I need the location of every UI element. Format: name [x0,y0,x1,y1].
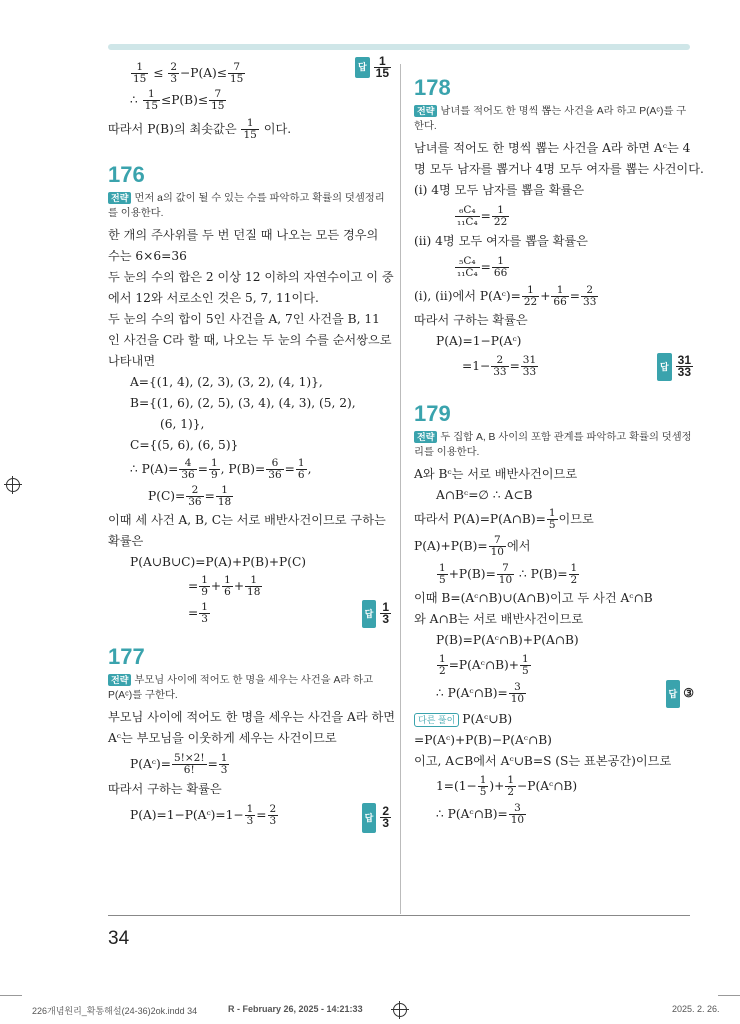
strategy-178: 전략 남녀를 적어도 한 명씩 뽑는 사건을 A라 하고 P(Aᶜ)를 구한다. [414,106,687,132]
fraction-numerator: ₆C₄ [455,205,480,217]
right-column [414,74,704,828]
fraction-denominator: 33 [493,366,507,378]
fraction-numerator: 1 [245,575,262,587]
fraction-numerator: 31 [522,354,537,366]
fraction [492,256,509,279]
fraction [228,62,245,85]
fraction [551,285,568,308]
set-a: A={(1, 4), (2, 3), (3, 2), (4, 1)}, [130,375,323,389]
fraction [143,89,160,112]
fraction-denominator: 5 [548,519,556,531]
fraction-denominator: ₁₁C₄ [457,267,478,279]
registration-mark-icon [6,478,20,492]
fraction-denominator: 18 [217,496,232,508]
result-179: ∴ P(Aᶜ∩B)= $\frac{3}{10}$ 답 ③ [414,679,694,707]
fraction-numerator: 1 [201,601,208,613]
fraction-denominator: 15 [144,100,159,112]
fraction [380,602,391,625]
text-line: 부모님 사이에 적어도 한 명을 세우는 사건을 A라 하면 [108,710,396,724]
fraction-denominator: 36 [188,496,202,508]
fraction-numerator: 1 [143,89,160,101]
fraction [509,803,526,826]
text-line: 남녀를 적어도 한 명씩 뽑는 사건을 A라 하면 Aᶜ는 4 [414,141,691,155]
fraction [522,285,539,308]
fraction-denominator: 33 [677,365,691,380]
fraction-numerator: 2 [170,61,178,73]
fraction-denominator: 5 [479,786,487,798]
fraction [172,753,207,776]
fraction-numerator: 1 [216,485,233,497]
alt-solution-2: =P(Aᶜ)+P(B)−P(Aᶜ∩B) [414,733,552,747]
fraction-numerator: 1 [570,562,578,574]
fraction-numerator: 1 [246,803,254,815]
text-line: 한 개의 주사위를 두 번 던질 때 나오는 모든 경우의 [108,228,379,242]
fraction [521,355,538,378]
fraction-denominator: ₁₁C₄ [457,216,478,228]
fraction [209,89,226,112]
text-line: 따라서 구하는 확률은 [108,782,222,796]
fraction-denominator: 36 [268,469,282,481]
fraction [268,804,279,827]
ineq-line-2: ∴ $\frac{1}{15}$ ≤P(B)≤ $\frac{7}{15}$ [130,88,225,112]
fraction [245,575,262,598]
problem-number-176: 176 [108,162,145,187]
fraction-numerator: 7 [228,62,245,74]
left-column [108,54,396,831]
fraction-numerator: 1 [439,562,446,574]
fraction-denominator: 2 [439,665,446,677]
fraction-numerator: 5!×2! [173,752,205,764]
registration-mark-icon [393,1003,407,1017]
fraction [509,682,526,705]
text-line: (i) 4명 모두 남자를 뽑을 확률은 [414,183,585,197]
text-line: A와 Bᶜ는 서로 배반사건이므로 [414,467,578,481]
fraction [216,485,233,508]
fraction-numerator: 1 [382,600,389,615]
top-color-bar [108,44,690,50]
fraction-numerator: 3 [509,803,526,815]
prob-ac: P(Aᶜ)= $\frac{5!\times 2!}{6!}$ = $\frac{1}{3}$ [130,752,228,776]
fraction [296,458,307,481]
fraction-numerator: 1 [507,774,515,786]
fraction [131,62,148,85]
fraction [380,806,391,829]
alt-solution-1: 다른 풀이 P(Aᶜ∪B) [414,709,694,730]
fraction-numerator: 4 [179,458,196,470]
fraction-numerator: 2 [581,285,598,297]
fraction-numerator: 1 [374,56,391,68]
fraction [676,355,693,378]
fraction-numerator: 6 [266,458,283,470]
answer-176: 답 $\frac{1}{3}$ [362,599,392,628]
fraction-numerator: 2 [269,803,277,815]
fraction-denominator: 3 [269,815,277,827]
fraction [437,563,448,586]
fraction [569,563,580,586]
problem-number-177: 177 [108,644,145,669]
alt-solution-3: 이고, A⊂B에서 Aᶜ∪B=S (S는 표본공간)이므로 [414,754,672,768]
sum-line: = $\frac{1}{9}$ + $\frac{1}{6}$ + $\frac{1}{18}$ [188,574,261,598]
fraction-denominator: 15 [133,73,147,85]
footer-date: 2025. 2. 26. [672,1004,720,1014]
fraction-denominator: 9 [210,469,218,481]
fraction [186,485,203,508]
pb-decomp: P(B)=P(Aᶜ∩B)+P(A∩B) [436,633,579,647]
fraction-denominator: 3 [382,816,389,831]
fraction-denominator: 3 [246,815,254,827]
text-line: 수는 6×6=36 [108,249,187,263]
fraction-denominator: 6 [297,469,305,481]
fraction [581,285,598,308]
fraction-denominator: 15 [229,73,244,85]
fraction [199,575,210,598]
bottom-rule [108,915,690,916]
fraction-denominator: 9 [201,586,208,598]
fraction-denominator: 22 [523,296,538,308]
page-number: 34 [108,928,130,949]
half-eq: $\frac{1}{2}$ =P(Aᶜ∩B)+ $\frac{1}{5}$ [439,653,529,677]
fraction [520,654,531,677]
prob-a-b: ∴ P(A)= $\frac{4}{36}$ = $\frac{1}{9}$ , P(B)= $\frac{6}{36}$ = $\frac{1}{6}$ , [130,457,312,481]
fraction-denominator: 2 [570,574,578,586]
fraction-numerator: 1 [224,574,231,586]
text-line: 두 눈의 수의 합은 2 이상 12 이하의 자연수이고 이 중 [108,270,394,284]
fraction-numerator: 1 [439,653,446,665]
alt-solution-4: 1=(1− $\frac{1}{5}$ )+ $\frac{1}{2}$ −P(Aᶜ∩B) [436,774,578,798]
fraction [437,654,448,677]
fraction-denominator: 22 [493,216,508,228]
union-formula: P(A∪B∪C)=P(A)+P(B)+P(C) [130,555,307,569]
fraction [179,458,196,481]
fraction-denominator: 3 [382,612,389,627]
footer-file: 226개념원리_확통해설(24-36)2ok.indd 34 [32,1006,198,1016]
set-c: C={(5, 6), (6, 5)} [130,438,239,452]
text-line: 나타내면 [108,354,156,368]
fraction-denominator: 10 [510,693,525,705]
footer-stamp: R - February 26, 2025 - 14:21:33 [228,1004,363,1014]
fraction-denominator: 10 [498,574,513,586]
fraction-denominator: 10 [510,814,525,826]
fraction-numerator: 1 [551,285,568,297]
fraction [492,205,509,228]
fraction-numerator: 2 [186,485,203,497]
solution-175-tail [108,54,392,141]
fraction-numerator: 7 [497,563,514,575]
fraction-numerator: 1 [548,507,556,519]
fraction [455,205,480,228]
fraction-denominator: 6! [183,764,195,776]
fraction-denominator: 33 [522,366,537,378]
ineq-line-1: $\frac{1}{15}$ ≤ $\frac{2}{3}$ −P(A)≤ $\frac{7}{15}$ [133,61,244,85]
pa-result: =1− $\frac{2}{33}$ = $\frac{31}{33}$ 답 $\frac{31}{33}$ [414,352,694,380]
final-prob: P(A)=1−P(Aᶜ)=1− $\frac{1}{3}$ = $\frac{2}{3}$ 답 $\frac{2}{3}$ [108,800,392,830]
fraction-numerator: 1 [522,285,539,297]
fraction-numerator: 1 [220,752,228,764]
fraction-numerator: 1 [492,205,509,217]
fraction-denominator: 6 [224,586,231,598]
set-b-cont: (6, 1)}, [160,417,205,431]
pa-line: P(A)=1−P(Aᶜ) [436,334,522,348]
fraction-denominator: 10 [490,546,504,558]
text-line: 에서 12와 서로소인 것은 5, 7, 11이다. [108,291,319,305]
fraction-denominator: 3 [170,73,178,85]
fraction-numerator: 3 [509,682,526,694]
problem-number-179: 179 [414,401,451,426]
fraction-denominator: 66 [553,296,567,308]
strategy-179: 전략 두 집합 A, B 사이의 포함 관계를 파악하고 확률의 덧셈정리를 이용한다. [414,432,692,458]
result-line: = $\frac{1}{3}$ 답 $\frac{1}{3}$ [108,599,392,627]
fraction [245,804,256,827]
fraction-denominator: 15 [243,129,257,141]
text-line: A∩Bᶜ=∅ ∴ A⊂B [436,488,533,502]
fraction-numerator: 7 [489,535,506,547]
alt-solution-5: ∴ P(Aᶜ∩B)= $\frac{3}{10}$ [436,802,525,826]
fraction-denominator: 36 [181,469,195,481]
crop-mark [718,995,740,996]
answer-178: 답 $\frac{31}{33}$ [657,352,694,381]
text-line: 인 사건을 C라 할 때, 나오는 두 눈의 수를 순서쌍으로 [108,333,392,347]
text-line: Aᶜ는 부모님을 이웃하게 세우는 사건이므로 [108,731,337,745]
pa-eq: 따라서 P(A)=P(A∩B)= $\frac{1}{5}$ 이므로 [414,507,594,531]
text-line: 이때 B=(Aᶜ∩B)∪(A∩B)이고 두 사건 Aᶜ∩B [414,591,653,605]
crop-mark [0,995,22,996]
fraction-denominator: 5 [439,574,446,586]
fraction [209,458,220,481]
fraction-numerator: 1 [241,118,258,130]
text-line: 와 A∩B는 서로 배반사건이므로 [414,612,584,626]
fraction-denominator: 5 [522,665,529,677]
answer-175: 답 $\frac{1}{15}$ [355,56,392,79]
text-line: 이때 세 사건 A, B, C는 서로 배반사건이므로 구하는 [108,513,386,527]
fraction-numerator: 1 [522,653,529,665]
fraction-numerator: 31 [677,353,691,368]
fraction [219,753,230,776]
fraction [266,458,283,481]
fraction [374,56,391,79]
text-line: 확률은 [108,534,144,548]
min-value-sentence: 따라서 P(B)의 최솟값은 $\frac{1}{15}$ 이다. 답 $\frac{1}{15}$ [108,118,392,141]
text-line: 두 눈의 수의 합이 5인 사건을 A, 7인 사건을 B, 11 [108,312,380,326]
prob-c: P(C)= $\frac{2}{36}$ = $\frac{1}{18}$ [148,484,232,508]
pa-pb-sum: P(A)+P(B)= $\frac{7}{10}$ 에서 [414,534,531,558]
fraction [497,563,514,586]
fraction [491,355,508,378]
text-line: 명 모두 남자를 뽑거나 4명 모두 여자를 뽑는 사건이다. [414,162,704,176]
fraction [168,62,179,85]
fraction-numerator: 2 [382,804,389,819]
fraction [455,256,480,279]
fraction-denominator: 3 [220,764,228,776]
pb-solve: $\frac{1}{5}$ +P(B)= $\frac{7}{10}$ ∴ P(B)= $\frac{1}{2}$ [439,562,578,586]
fraction [489,535,506,558]
fraction-denominator: 15 [211,100,225,112]
fraction-denominator: 33 [583,296,597,308]
answer-179: 답 ③ [666,679,694,708]
column-divider [400,64,401,914]
fraction-denominator: 2 [507,786,515,798]
prob-ac-sum: (i), (ii)에서 P(Aᶜ)= $\frac{1}{22}$ + $\frac{1}{66}$ = $\frac{2}{33}$ [414,284,597,308]
fraction-numerator: 2 [491,355,508,367]
fraction [199,602,210,625]
strategy-177: 전략 부모님 사이에 적어도 한 명을 세우는 사건을 A라 하고 P(Aᶜ)를 구한다. [108,675,374,701]
fraction-numerator: 1 [201,574,208,586]
problem-number-178: 178 [414,75,451,100]
fraction-denominator: 18 [247,586,261,598]
fraction-numerator: 1 [479,774,487,786]
fraction-numerator: 1 [210,457,218,469]
fraction-denominator: 15 [375,66,389,80]
fraction-denominator: 66 [493,267,508,279]
fraction [478,775,489,798]
text-line: 따라서 구하는 확률은 [414,313,528,327]
fraction [505,775,516,798]
fraction-numerator: 1 [492,256,509,268]
fraction [222,575,233,598]
answer-177: 답 $\frac{2}{3}$ [362,802,392,833]
fraction-numerator: 1 [297,457,305,469]
prob-i: $\frac{\text{₆C₄}}{\text{₁₁C₄}}$ = $\frac{1}{22}$ [457,204,508,228]
fraction [241,118,258,141]
fraction-denominator: 3 [201,613,208,625]
fraction [547,508,558,531]
set-b: B={(1, 6), (2, 5), (3, 4), (4, 3), (5, 2), [130,396,356,410]
prob-ii: $\frac{\text{₅C₄}}{\text{₁₁C₄}}$ = $\frac{1}{66}$ [457,255,508,279]
fraction-numerator: ₅C₄ [455,256,480,268]
strategy-176: 전략 먼저 a의 값이 될 수 있는 수를 파악하고 확률의 덧셈정리를 이용한다. [108,193,385,219]
fraction-numerator: 1 [131,62,148,74]
fraction-numerator: 7 [209,89,226,101]
text-line: (ii) 4명 모두 여자를 뽑을 확률은 [414,234,588,248]
